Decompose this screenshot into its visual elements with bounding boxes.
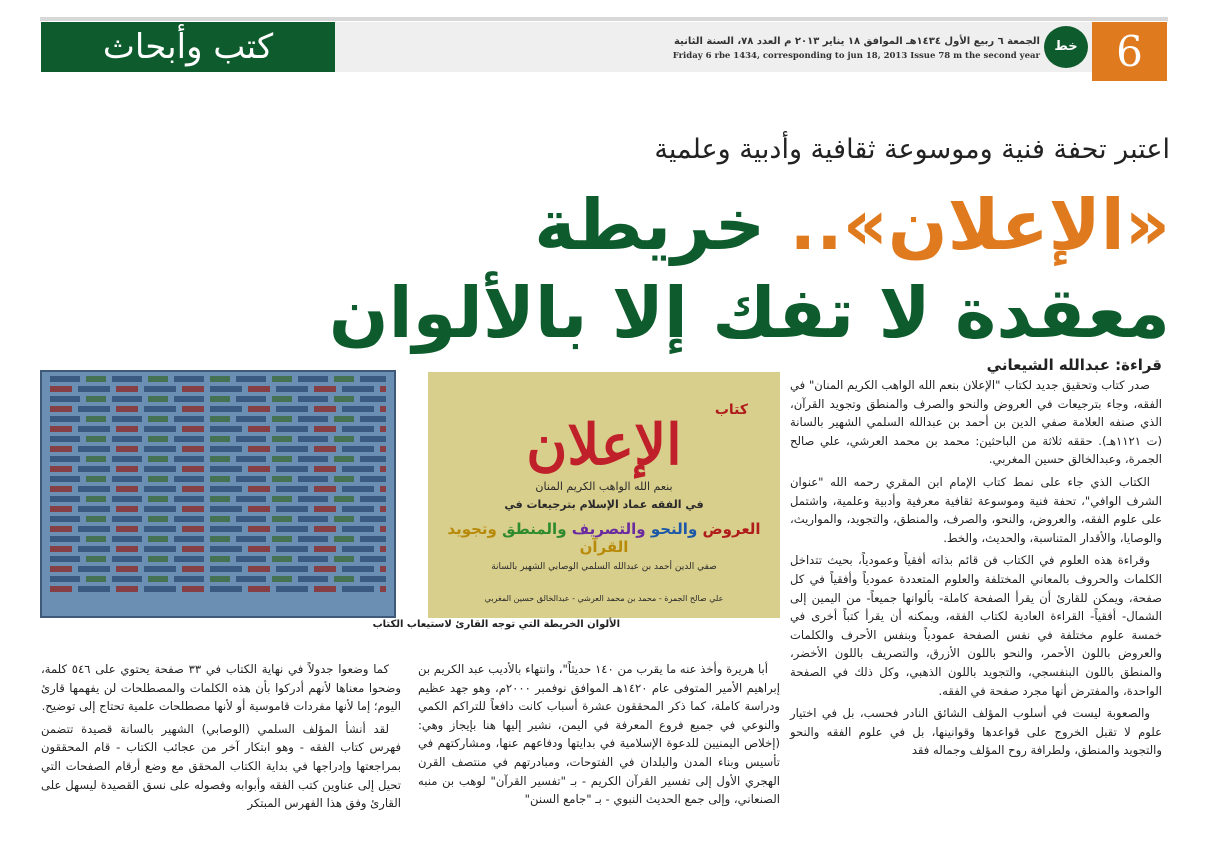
masthead-band [335,22,1092,72]
issue-date-arabic: الجمعة ٦ ربيع الأول ١٤٣٤هـ الموافق ١٨ يناير ٢٠١٣ م العدد ٧٨، السنة الثانية [673,36,1040,47]
cover-word-red: العروض [702,520,761,538]
logo-text: خط سير [1052,39,1080,96]
newspaper-logo [1044,26,1088,96]
paragraph: أبا هريرة وأخذ عنه ما يقرب من ١٤٠ حديثاً"، وانتهاء بالأديب عبد الكريم بن إبراهيم الأمير المتوفى عام ١٤٢٠هـ الموافق نوفمبر ٢٠٠٠م، وهو جهد عظيم ودراسة كاملة، كما ذكر المحققون عشرة أسباب كانت دافعاً للتراكم الكمي والنوعي في جميع فروع المعرفة في اليمن، نشير إليها هنا بإيجاز وهي: (إخلاص اليمنيين للدعوة الإسلامية في بدايتها ودفاعهم عنها، ومشاركتهم في تأسيس وبناء المدن والبلدان في الفتوحات، ومبادرتهم في منتصف القرن الهجري الأول إلى تفسير القرآن الكريم - بـ "تفسير القرآن" لوهب بن منبه الصنعاني، وإلى جمع الحديث النبوي - بـ "جامع السنن" [418,662,780,807]
section-title: كتب وأبحاث [41,22,335,72]
cover-title-small: كتاب [714,402,748,418]
paragraph: صدر كتاب وتحقيق جديد لكتاب "الإعلان بنعم الله الواهب الكريم المنان" في الفقه، وجاء بترجيعات في العروض والنحو والصرف والمنطق وتجويد القرآن، الذي صنفه العلامة صفي الدين بن أحمد بن عبدالله السلمي الشهير بالسانة (ت ١١٢١هـ). حققه ثلاثة من الباحثين: محمد بن محمد العرشي، علي صالح الجمرة، وعبدالخالق حسين المغربي. [790,378,1162,467]
paragraph: لقد أنشأ المؤلف السلمي (الوصابي) الشهير بالسانة قصيدة تتضمن فهرس كتاب الفقه - وهو ابتكار آخر من عجائب الكتاب - قام المحققون بمراجعتها وإدراجها في بداية الكتاب المحقق مع وضع أرقام الصفحات التي تحيل إلى عناوين كتب الفقه وأبوابه وفصوله على نسق القصيدة ليسهل على القارئ وفق هذا الفهرس المبتكر [41,721,401,811]
paragraph: وقراءة هذه العلوم في الكتاب فن قائم بذاته أفقياً وعمودياً، بحيث تتداخل الكلمات والحروف بالمعاني المختلفة والعلوم المتعددة عمودياً وأفقياً في كل صفحة، ويمكن للقارئ أن يقرأ الصفحة كاملة- بألوانها جميعاً- من اليمين إلى الشمال- أفقياً- القراءة العادية لكتاب الفقه، ويمكنه أن يقرأ كتباً أخرى في خمسة علوم مختلفة في نفس الصفحة عمودياً وبنفس الأحرف والكلمات والعروض باللون الأحمر، والنحو باللون الأزرق، والتصريف باللون الأخضر، والمنطق باللون البنفسجي، والتجويد باللون الذهبي، وكل ذلك في الصفحة الواحدة، والمفترض أنها مجرد صفحة في الفقه. [790,553,1162,698]
headline-line-1 [340,184,1170,266]
cover-subtitle: بنعم الله الواهب الكريم المنان [535,480,673,493]
issue-date-english: Friday 6 rbe 1434, corresponding to jun 18, 2013 Issue 78 m the second year [672,51,1040,61]
cover-editors: علي صالح الجمرة - محمد بن محمد العرشي - عبدالخالق حسين المغربي [484,594,724,603]
article-kicker: اعتبر تحفة فنية وموسوعة ثقافية وأدبية وعلمية [654,134,1170,165]
page-number: 6 [1092,22,1167,81]
paragraph: والصعوبة ليست في أسلوب المؤلف الشائق النادر فحسب، بل في اختيار علوم لا تقبل الخروج على قواعدها وقوانينها، بل في علوم الفقه والنحو والتجويد والمنطق، ولطرافة روح المؤلف وجماله فقد [790,706,1162,758]
image-caption: الألوان الخريطة التي توجه القارئ لاستيعاب الكتاب [372,619,620,630]
byline: قراءة: عبدالله الشيعاني [986,356,1162,374]
article-column-right [790,376,1162,764]
cover-word-green: والمنطق [502,520,567,538]
paragraph: الكتاب الذي جاء على نمط كتاب الإمام ابن المقري رحمه الله "عنوان الشرف الوافي"، تحفة فنية وموسوعة ثقافية معرفية وأدبية وعلمية، واشتمل على علوم الفقه، والعروض، والنحو، والصرف، والمنطق، والتجويد، والمواريث، والوصايا، والأقدار المتناسبة، والحديث، والخط. [790,474,1162,545]
cover-word-purple: والتصريف [571,520,646,538]
cover-word-blue: والنحو [650,520,698,538]
article-column-left [41,660,401,817]
cover-word-gold: وتجويد القرآن [447,520,629,556]
headline-line-2: معقدة لا تفك إلا بالألوان [328,272,1170,354]
cover-colored-sciences [442,520,766,556]
cover-subtitle-2: في الفقه عماد الإسلام بترجيعات في [504,498,704,511]
article-column-middle [418,660,780,813]
cover-title: الإعلان [526,412,682,478]
colored-map-page-image [40,370,396,618]
cover-author: صفي الدين أحمد بن عبدالله السلمي الوصابي الشهير بالسانة [491,562,717,572]
top-rule [40,17,1168,21]
headline-quoted-title: «الإعلان».. [789,184,1170,266]
headline-word: خريطة [534,184,766,266]
book-cover-image [428,372,780,618]
paragraph: كما وضعوا جدولاً في نهاية الكتاب في ٣٣ صفحة يحتوي على ٥٤٦ كلمة، وضحوا معناها لأنهم أدركوا بأن هذه الكلمات والمصطلحات لن يفهمها قارئ اليوم؛ إما لأنها مفردات قاموسية أو لأنها مصطلحات علمية تحتاج إلى توضيح. [41,662,401,714]
